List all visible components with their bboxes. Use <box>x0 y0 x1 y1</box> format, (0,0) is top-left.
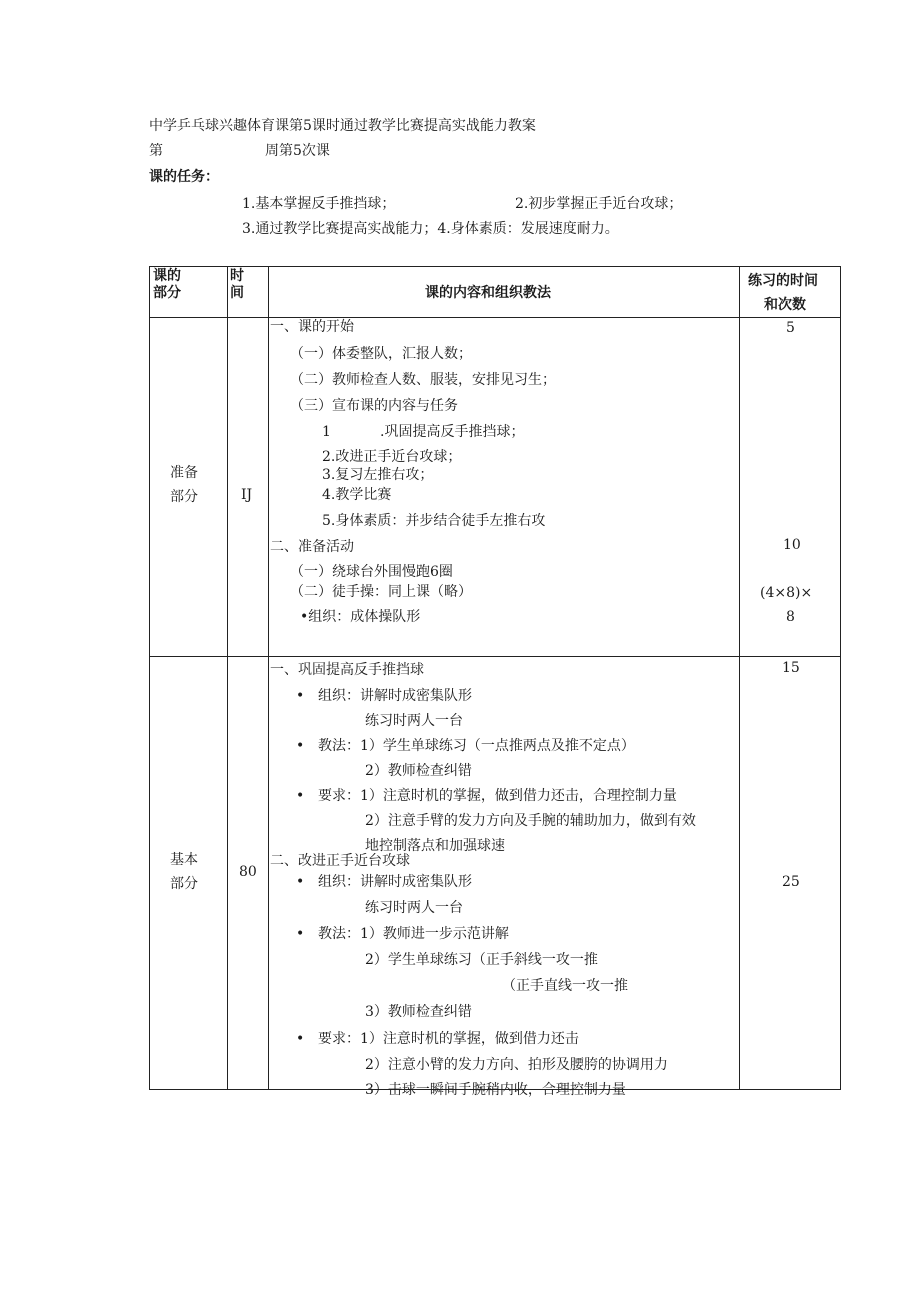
prep-item-1-number: 1 <box>322 424 331 440</box>
prep-item-4: 4.教学比赛 <box>322 487 392 503</box>
basic-s2-method-2: 2）学生单球练习（正手斜线一攻一推 <box>365 952 598 968</box>
prep-practice-reps: (4×8)× <box>760 585 813 601</box>
prep-line-warmup: 二、准备活动 <box>270 539 354 555</box>
bullet-icon: • <box>296 688 305 704</box>
basic-s2-requirement-1: 要求：1）注意时机的掌握，做到借力还击 <box>318 1031 579 1047</box>
basic-s1-method-1: 教法：1）学生单球练习（一点推两点及推不定点） <box>318 738 635 754</box>
prep-part-line2: 部分 <box>170 489 198 505</box>
bullet-icon: • <box>296 874 305 890</box>
basic-section-1-title: 一、巩固提高反手推挡球 <box>270 662 424 678</box>
header-part-line2: 部分 <box>153 285 181 301</box>
basic-s2-requirement-3: 3）击球一瞬间手腕稍内收，合理控制力量 <box>365 1082 626 1098</box>
basic-s2-requirement-3-clip <box>365 1082 685 1098</box>
prep-item-3: 3.复习左推右攻； <box>322 467 434 483</box>
basic-s2-organize-pairs: 练习时两人一台 <box>365 900 463 916</box>
header-time-line2: 间 <box>230 285 244 301</box>
basic-s1-organize-pairs: 练习时两人一台 <box>365 713 463 729</box>
prep-time: IJ <box>241 487 253 503</box>
bullet-icon: • <box>296 788 305 804</box>
table-col-divider-3 <box>739 266 740 1090</box>
prep-line-check: （二）教师检查人数、服装，安排见习生； <box>290 372 556 388</box>
basic-practice-section-2: 25 <box>782 874 800 890</box>
prep-part-line1: 准备 <box>170 465 198 481</box>
prep-line-start: 一、课的开始 <box>270 319 354 335</box>
header-part-line1: 课的 <box>153 268 181 284</box>
document-title: 中学乒乓球兴趣体育课第5课时通过教学比赛提高实战能力教案 <box>149 118 536 134</box>
bullet-icon: • <box>296 738 305 754</box>
prep-line-assembly: （一）体委整队，汇报人数； <box>290 346 472 362</box>
basic-s2-method-1: 教法：1）教师进一步示范讲解 <box>318 926 509 942</box>
prep-item-2-clip <box>322 449 622 465</box>
prep-line-organize: •组织：成体操队形 <box>300 609 421 625</box>
basic-time: 80 <box>239 864 257 880</box>
prep-item-1-text: .巩固提高反手推挡球； <box>380 424 525 440</box>
prep-line-announce: （三）宣布课的内容与任务 <box>290 398 458 414</box>
prep-practice-start: 5 <box>786 320 795 336</box>
basic-s2-requirement-2: 2）注意小臂的发力方向、拍形及腰胯的协调用力 <box>365 1057 668 1073</box>
basic-s1-organize: 组织：讲解时成密集队形 <box>318 688 472 704</box>
basic-s1-requirement-2: 2）注意手臂的发力方向及手腕的辅助加力，做到有效 <box>365 813 696 829</box>
week-prefix: 第 <box>149 143 163 159</box>
tasks-heading: 课的任务： <box>149 169 219 185</box>
task-3-4: 3.通过教学比赛提高实战能力；4.身体素质：发展速度耐力。 <box>242 221 619 237</box>
header-time-line1: 时 <box>230 268 244 284</box>
header-practice-line2: 和次数 <box>764 297 806 313</box>
basic-s1-requirement-2-cont-clip <box>365 838 685 854</box>
bullet-icon: • <box>296 926 305 942</box>
table-col-divider-2 <box>268 266 269 1090</box>
prep-practice-warmup: 10 <box>783 537 801 553</box>
table-row-divider <box>149 656 841 657</box>
week-lesson-label: 周第5次课 <box>265 143 330 159</box>
table-header-divider <box>149 317 841 318</box>
prep-practice-reps-cont: 8 <box>786 609 795 625</box>
table-border-right <box>840 266 841 1090</box>
basic-section-2-title: 二、改进正手近台攻球 <box>270 853 410 869</box>
basic-s1-requirement-2-cont: 地控制落点和加强球速 <box>365 838 505 854</box>
prep-item-5: 5.身体素质：并步结合徒手左推右攻 <box>322 513 546 529</box>
prep-line-jog: （一）绕球台外围慢跑6圈 <box>290 564 453 580</box>
task-1: 1.基本掌握反手推挡球； <box>242 196 396 212</box>
basic-part-line1: 基本 <box>170 852 198 868</box>
bullet-icon: • <box>296 1031 305 1047</box>
table-col-divider-1 <box>227 266 228 1090</box>
basic-part-line2: 部分 <box>170 876 198 892</box>
header-content: 课的内容和组织教法 <box>425 285 551 301</box>
header-practice-line1: 练习的时间 <box>748 273 818 289</box>
basic-s2-organize: 组织：讲解时成密集队形 <box>318 874 472 890</box>
basic-s2-method-2-cont: （正手直线一攻一推 <box>502 978 628 994</box>
prep-item-2: 2.改进正手近台攻球； <box>322 449 462 465</box>
prep-line-exercise: （二）徒手操：同上课（略） <box>290 584 472 600</box>
table-border-top <box>149 266 841 267</box>
table-border-left <box>149 266 150 1090</box>
basic-s1-method-2: 2）教师检查纠错 <box>365 763 472 779</box>
basic-s2-method-3: 3）教师检查纠错 <box>365 1004 472 1020</box>
basic-s1-requirement-1: 要求：1）注意时机的掌握，做到借力还击，合理控制力量 <box>318 788 677 804</box>
basic-practice-section-1: 15 <box>782 660 800 676</box>
task-2: 2.初步掌握正手近台攻球； <box>515 196 683 212</box>
